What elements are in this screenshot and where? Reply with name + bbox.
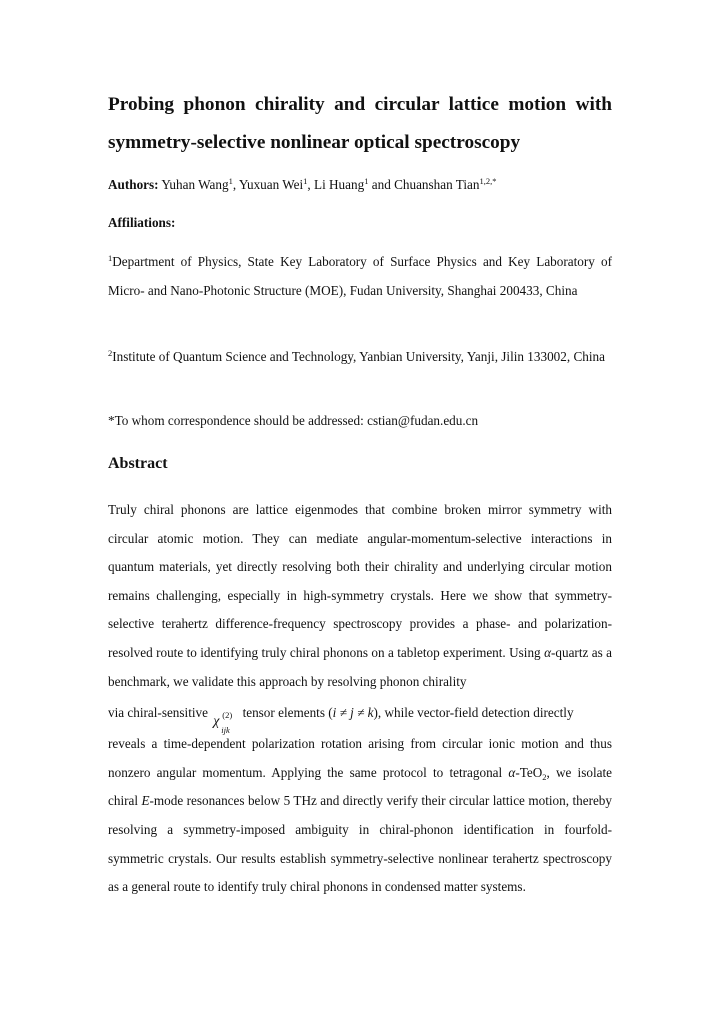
author-4-affil: 1,2,*	[479, 176, 497, 186]
abstract-body	[108, 496, 612, 902]
chi-subscript: ijk	[221, 725, 230, 736]
abstract-text-1: Truly chiral phonons are lattice eigenmodes that combine broken mirror symmetry with circular atomic motion. They can mediate angular-momentum-selective interactions in quantum materials, yet directly resolving both their chirality and underlying circular motion remains challenging, especially in high-symmetry crystals. Here we show that symmetry-selective terahertz difference-frequency spectroscopy provides a phase- and polarization-resolved route to identifying truly chiral phonons on a tabletop experiment. Using	[108, 502, 612, 660]
authors-label: Authors:	[108, 177, 159, 192]
chi-superscript: (2)	[222, 710, 233, 721]
author-2: , Yuxuan Wei	[232, 177, 304, 192]
affiliation-2-marker: 2	[108, 348, 113, 358]
affiliation-1	[108, 248, 612, 305]
chi-letter: χ	[213, 714, 220, 730]
affiliation-2-text: Institute of Quantum Science and Technology, Yanbian University, Yanji, Jilin 133002, China	[112, 349, 605, 364]
abstract-text-2: -quartz as a benchmark, we validate this approach by resolving phonon chirality	[108, 644, 612, 689]
abstract-heading: Abstract	[108, 455, 168, 472]
affiliations-heading: Affiliations:	[108, 215, 176, 230]
abstract-text-6: reveals a time-dependent polarization rotation arising from circular ionic motion and thus nonzero angular momentum. Applying the same protocol to tetragonal	[108, 736, 612, 780]
title-line-1: Probing phonon chirality and circular lattice motion with	[108, 94, 612, 115]
affiliation-1-marker: 1	[108, 253, 113, 263]
affiliation-1-text: Department of Physics, State Key Laboratory of Surface Physics and Key Laboratory of Micro- and Nano-Photonic Structure (MOE), Fudan University, Shanghai 200433, China	[108, 254, 612, 298]
abstract-text-5: ), while vector-field detection directly	[373, 705, 574, 721]
abstract-text-3: via chiral-sensitive	[108, 705, 212, 721]
abstract-text-7: -TeO	[515, 764, 543, 780]
e-mode-symbol: E	[141, 793, 150, 809]
author-list	[108, 177, 496, 193]
author-2-affil: 1	[303, 176, 308, 186]
author-3: , Li Huang	[307, 177, 365, 192]
affiliation-2	[108, 343, 612, 372]
teo2-subscript: 2	[542, 771, 547, 782]
chi-line	[108, 696, 612, 736]
title-line-2: symmetry-selective nonlinear optical spectroscopy	[108, 132, 521, 153]
author-3-affil: 1	[364, 176, 369, 186]
author-1-affil: 1	[228, 176, 233, 186]
alpha-symbol-2: α	[508, 764, 516, 780]
index-inequality: i ≠ j ≠ k	[332, 705, 374, 721]
correspondence-note: *To whom correspondence should be addressed: cstian@fudan.edu.cn	[108, 413, 479, 428]
alpha-symbol: α	[544, 644, 551, 660]
abstract-text-4: tensor elements (	[239, 705, 333, 721]
abstract-text-9: -mode resonances below 5 THz and directly verify their circular lattice motion, thereby resolving a symmetry-imposed ambiguity in chiral-phonon identification in fourfold-symmetric crystals. Our results establish symmetry-selective nonlinear terahertz spectroscopy as a general route to identify truly chiral phonons in condensed matter systems.	[108, 793, 612, 895]
paper-title	[108, 86, 612, 162]
author-4: and Chuanshan Tian	[368, 177, 480, 192]
author-1: Yuhan Wang	[158, 177, 229, 192]
chi-tensor-symbol	[213, 703, 237, 736]
abstract-text-8: , we isolate chiral	[108, 764, 612, 809]
